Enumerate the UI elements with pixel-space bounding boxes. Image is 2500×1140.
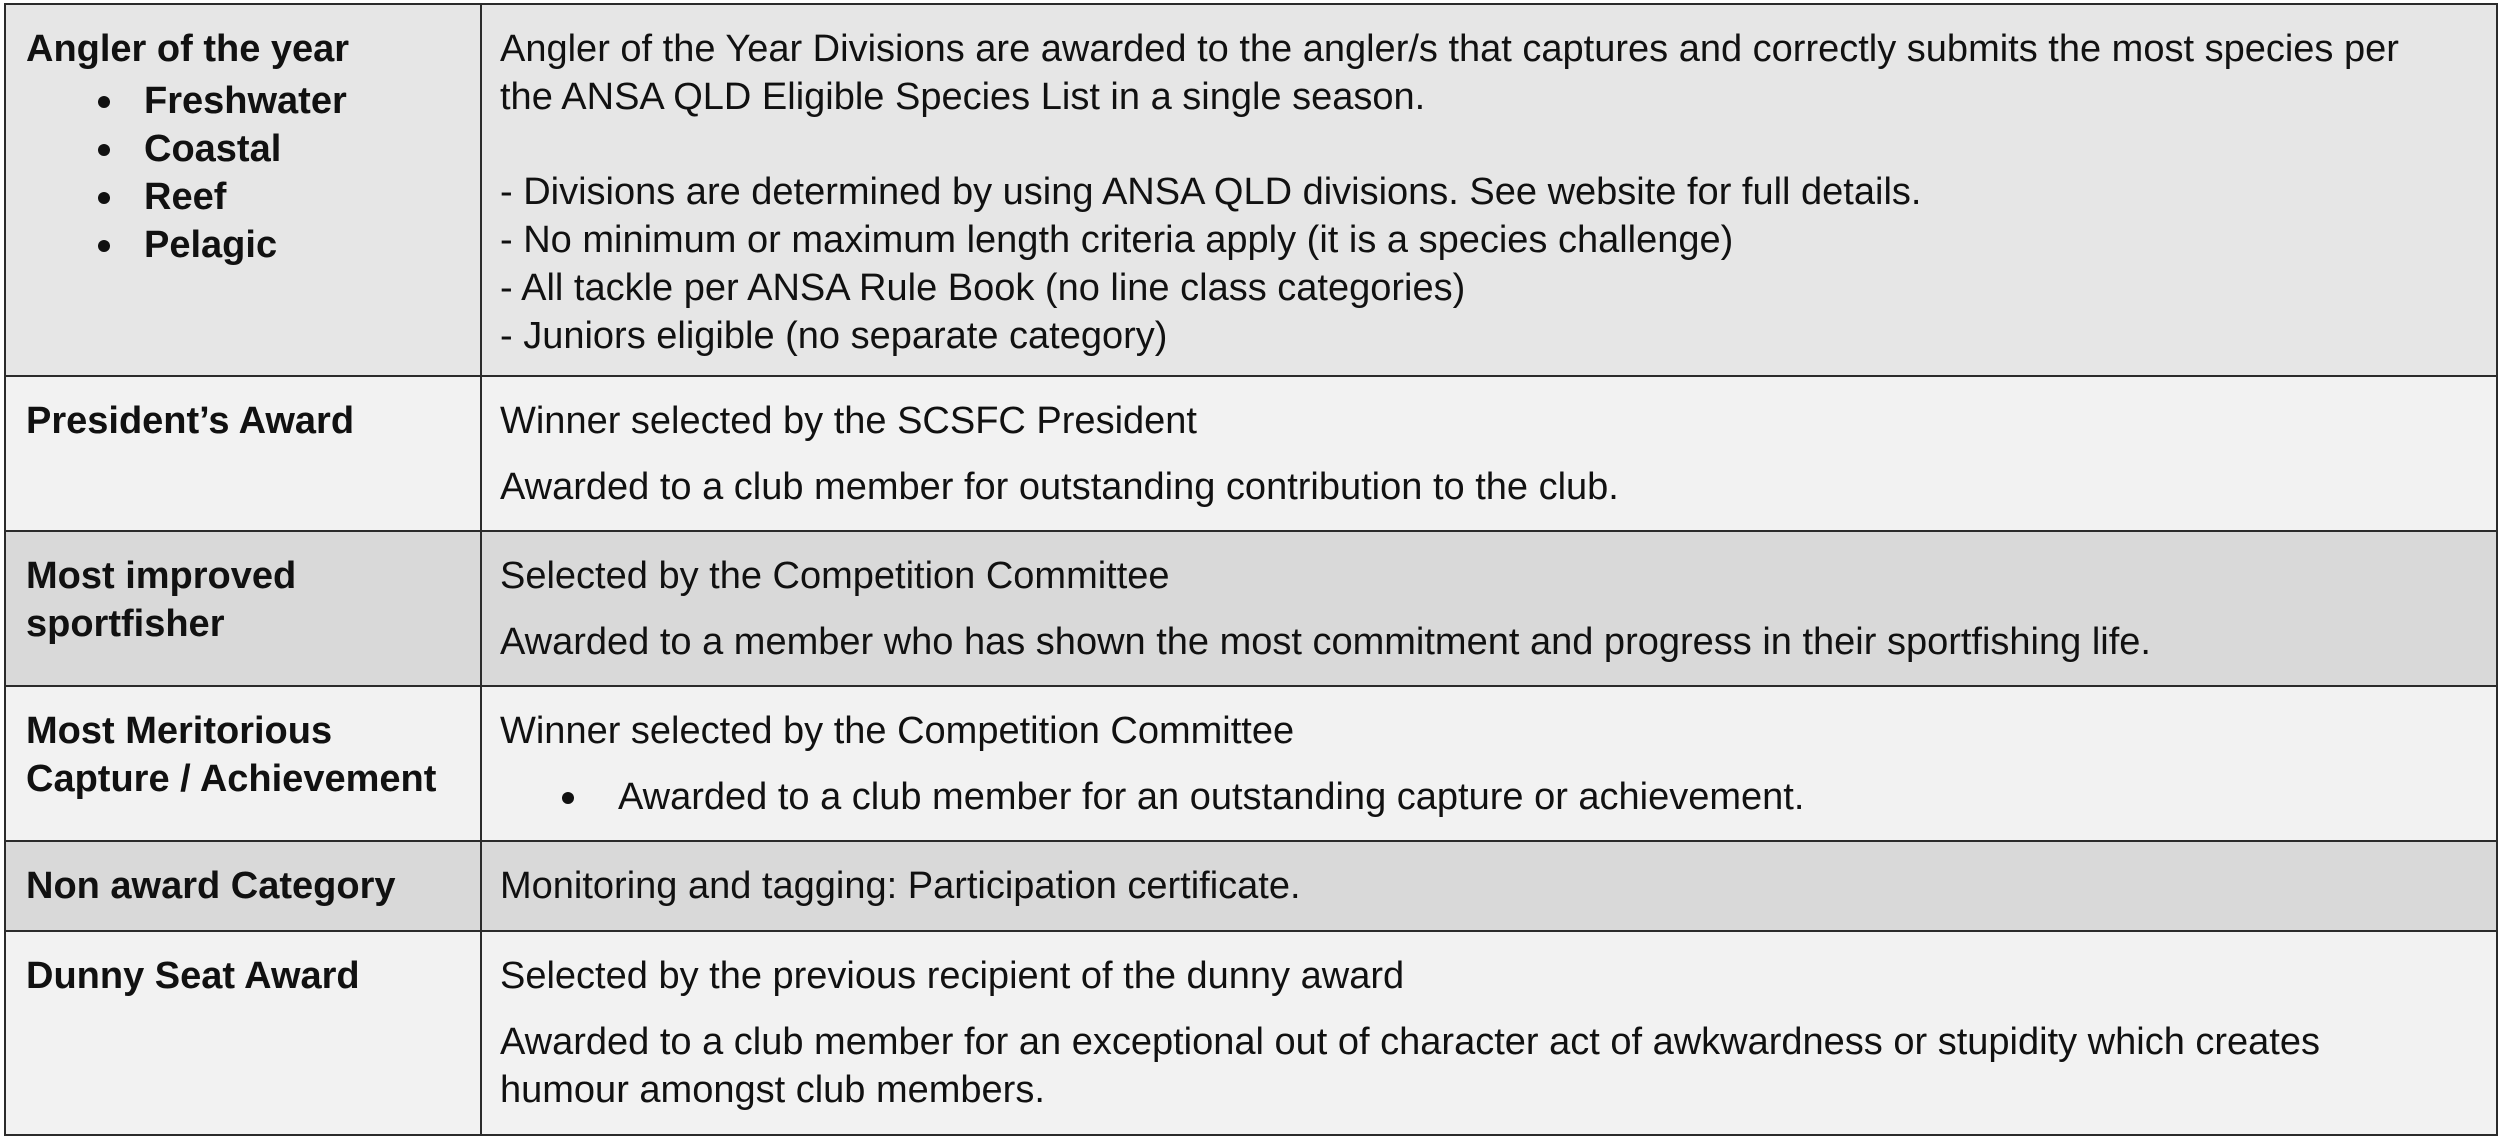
category-cell xyxy=(5,531,481,686)
description-cell xyxy=(481,4,2497,376)
table-row xyxy=(5,686,2497,841)
bullet-icon xyxy=(562,792,574,804)
category-label: Most improved xyxy=(26,555,297,597)
notes-block xyxy=(500,168,2476,360)
table-row xyxy=(5,841,2497,931)
description-text: Winner selected by the SCSFC President xyxy=(500,400,1197,442)
category-label: Angler of the year xyxy=(26,28,350,70)
table-row xyxy=(5,531,2497,686)
description-cell xyxy=(481,841,2497,931)
table-row xyxy=(5,4,2497,376)
list-item: Pelagic xyxy=(26,221,468,269)
category-cell xyxy=(5,841,481,931)
description-cell xyxy=(481,686,2497,841)
description-cell xyxy=(481,531,2497,686)
list-item xyxy=(500,773,2476,821)
description-text: humour amongst club members. xyxy=(500,1069,1045,1111)
category-cell xyxy=(5,931,481,1135)
category-label: Capture / Achievement xyxy=(26,758,437,800)
category-cell xyxy=(5,376,481,531)
note-line: - All tackle per ANSA Rule Book (no line class categories) xyxy=(500,267,1466,309)
description-text: Monitoring and tagging: Participation certificate. xyxy=(500,865,1301,907)
bullet-text: Awarded to a club member for an outstanding capture or achievement. xyxy=(618,776,1805,818)
note-line: - Divisions are determined by using ANSA QLD divisions. See website for full details. xyxy=(500,171,1922,213)
description-text: Selected by the previous recipient of the dunny award xyxy=(500,955,1405,997)
table-row xyxy=(5,931,2497,1135)
description-text: Winner selected by the Competition Committee xyxy=(500,710,1295,752)
list-item: Freshwater xyxy=(26,77,468,125)
list-item: Coastal xyxy=(26,125,468,173)
description-text: the ANSA QLD Eligible Species List in a single season. xyxy=(500,76,1426,118)
description-text: Selected by the Competition Committee xyxy=(500,555,1170,597)
category-label: President’s Award xyxy=(26,400,355,442)
note-line: - No minimum or maximum length criteria apply (it is a species challenge) xyxy=(500,219,1734,261)
category-label: Dunny Seat Award xyxy=(26,955,360,997)
division-list xyxy=(26,77,468,269)
category-cell xyxy=(5,686,481,841)
table-row xyxy=(5,376,2497,531)
description-cell xyxy=(481,931,2497,1135)
awards-table xyxy=(4,3,2498,1136)
description-text: Awarded to a member who has shown the most commitment and progress in their sportfishing life. xyxy=(500,621,2151,663)
category-label: Non award Category xyxy=(26,865,396,907)
description-text: Awarded to a club member for outstanding contribution to the club. xyxy=(500,466,1619,508)
note-line: - Juniors eligible (no separate category) xyxy=(500,315,1168,357)
description-cell xyxy=(481,376,2497,531)
category-label: sportfisher xyxy=(26,603,225,645)
category-cell xyxy=(5,4,481,376)
description-block xyxy=(500,1018,2476,1114)
list-item: Reef xyxy=(26,173,468,221)
category-label: Most Meritorious xyxy=(26,710,333,752)
description-text: Awarded to a club member for an exceptional out of character act of awkwardness or stupidity which creates xyxy=(500,1021,2320,1063)
description-text: Angler of the Year Divisions are awarded to the angler/s that captures and correctly submits the most species per xyxy=(500,28,2399,70)
